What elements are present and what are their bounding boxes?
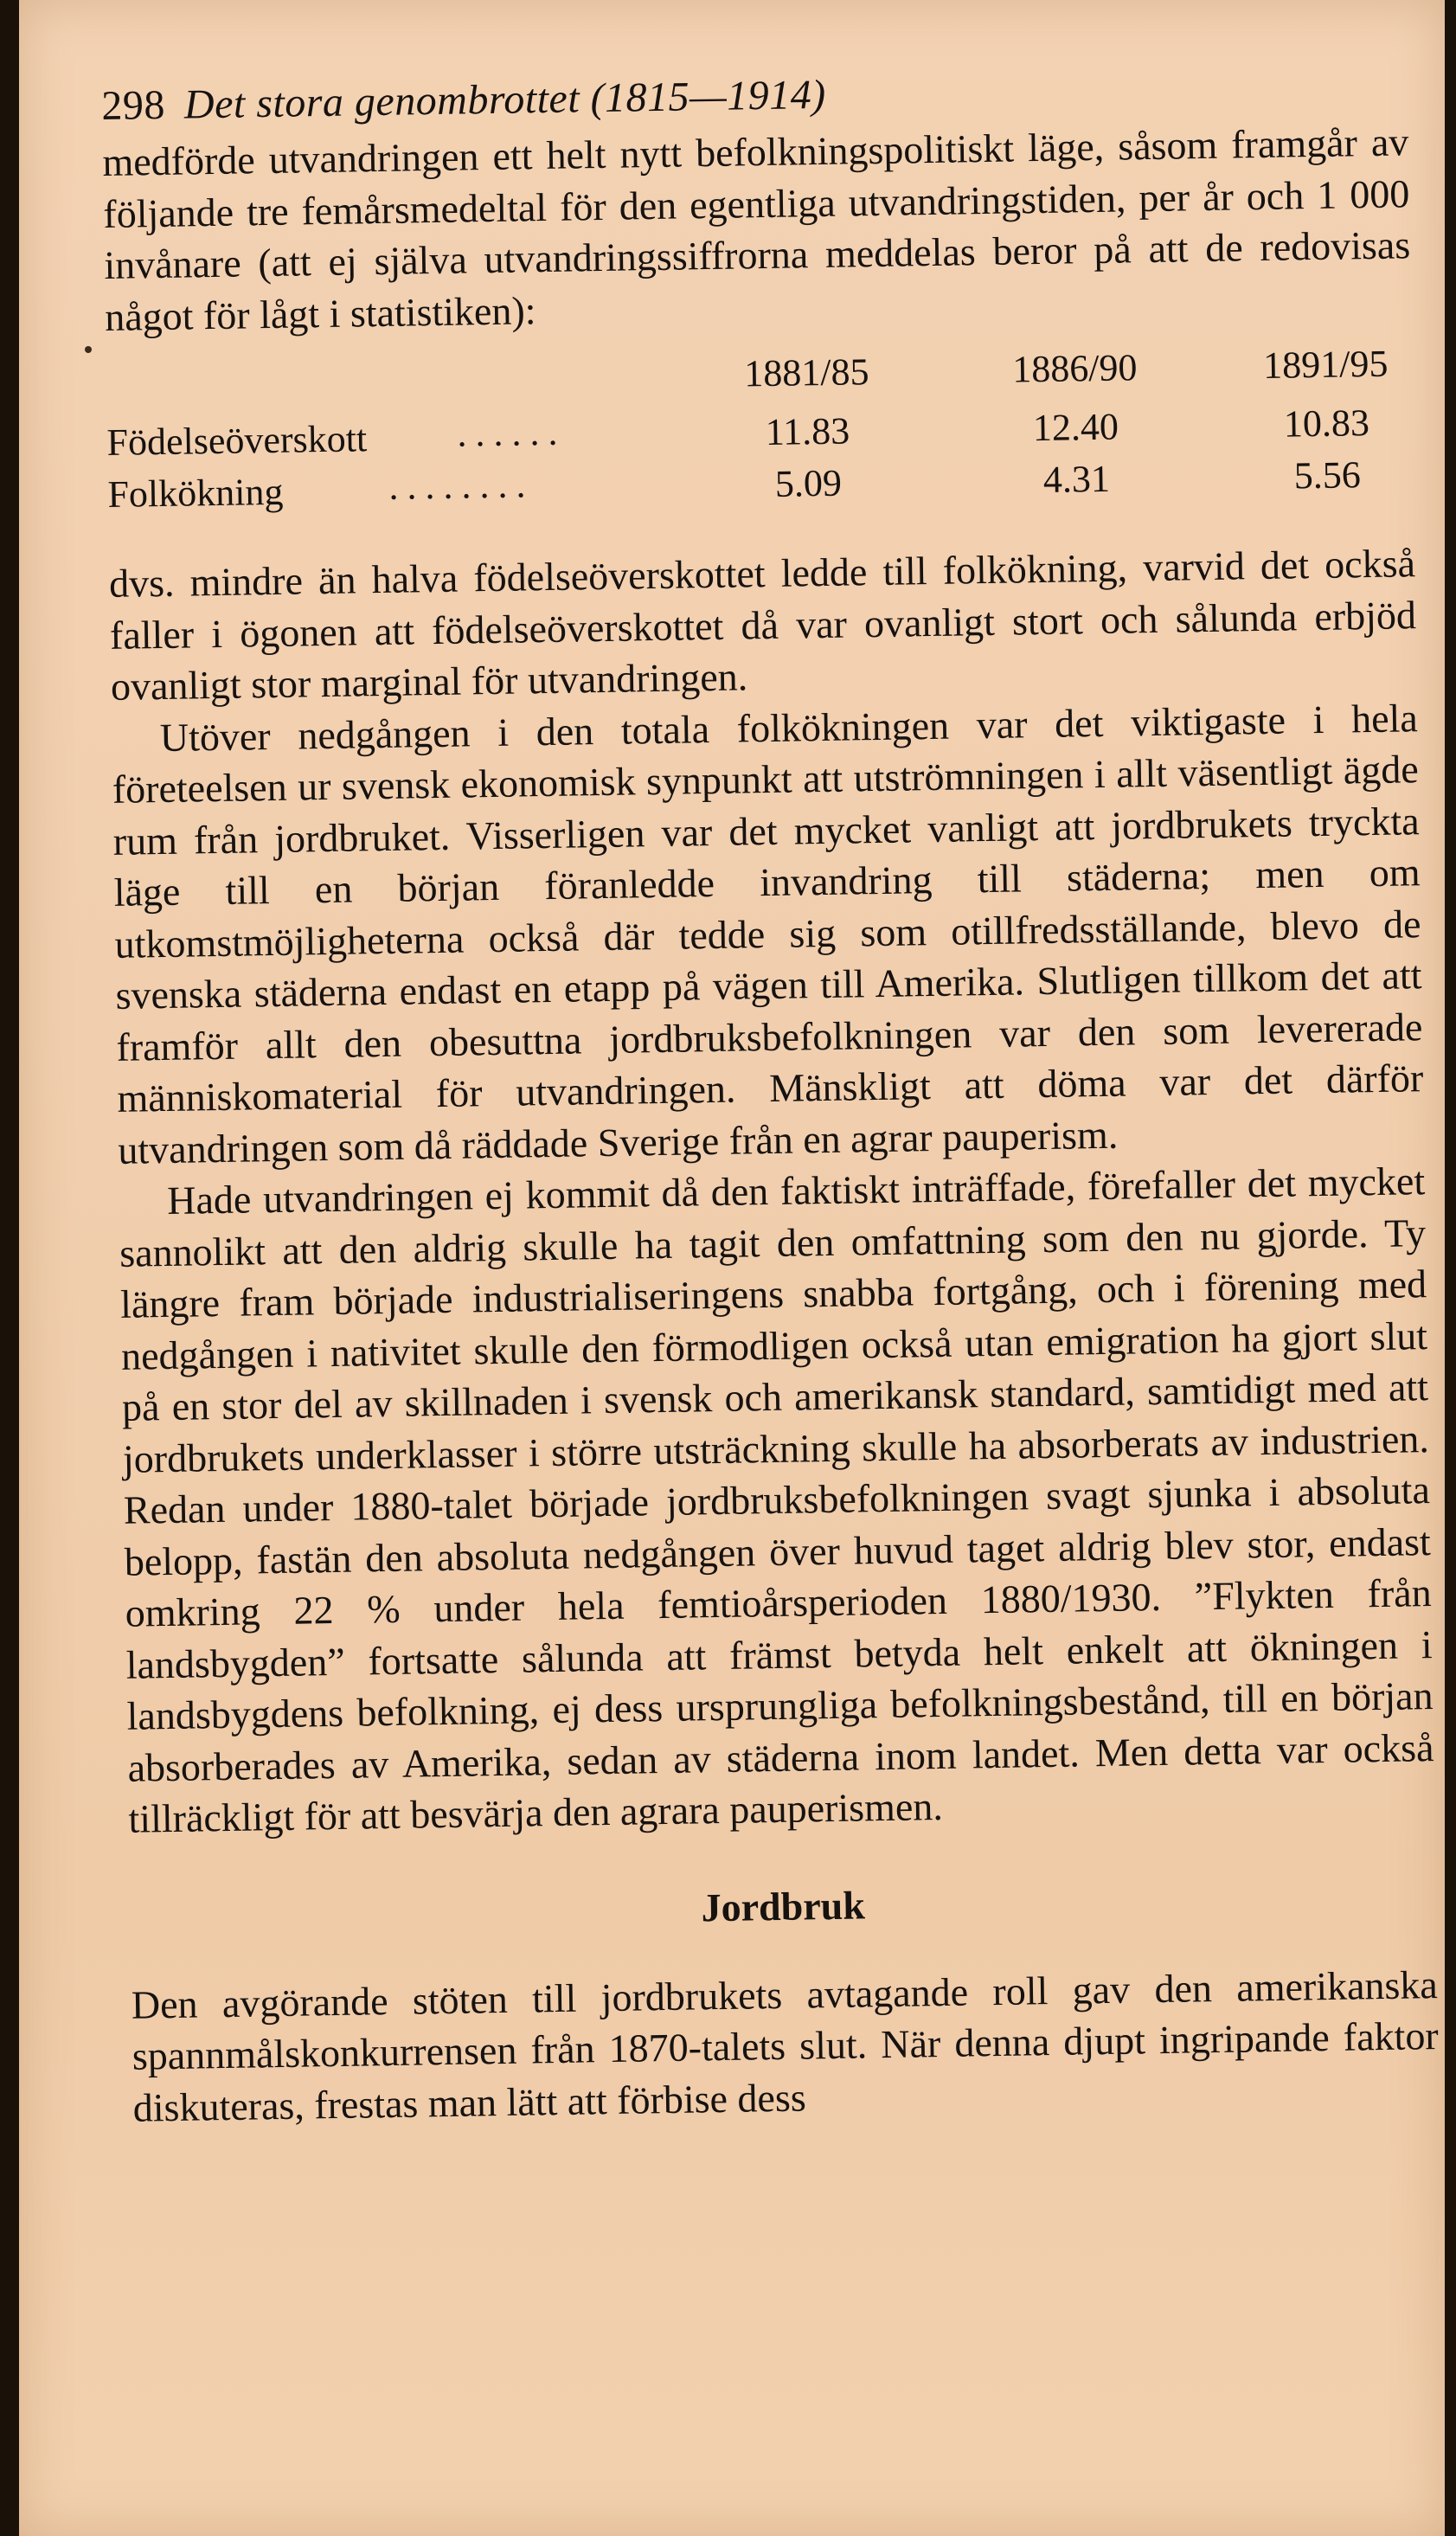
table-cell: 5.09	[774, 461, 843, 505]
column-header-1891-95: 1891/95	[1262, 342, 1389, 387]
table-cell: 10.83	[1283, 401, 1370, 446]
paragraph-3: Utöver nedgången i den totala folkökningen var det viktigaste i hela företeelsen ur svensk ekonomisk synpunkt att utströmningen i allt väsentligt ägde rum från jordbruket. Visserligen var det mycket vanligt att jordbrukets tryckta läge till en början föranledde invandring till städerna; men om utkomstmöjligheterna också där tedde sig som otillfredsställande, blevo de svenska städerna endast en etapp på vägen till Amerika. Slutligen tillkom det att framför allt den obesuttna jordbruksbefolkningen var den som levererade människomaterial för utvandringen. Mänskligt att döma var det därför utvandringen som då räddade Sverige från en agrar pauperism.	[112, 695, 1424, 1172]
page-content	[101, 61, 1440, 2133]
column-header-1881-85: 1881/85	[743, 350, 869, 395]
paragraph-4: Hade utvandringen ej kommit då den faktiskt inträffade, förefaller det mycket sannolikt att den aldrig skulle ha tagit den omfattning som den nu gjorde. Ty längre fram började industrialiseringens snabba fortgång, och i förening med nedgången i nativitet skulle den förmodligen också utan emigration ha gjort slut på en stor del av skillnaden i svensk och amerikansk standard, samtidigt med att jordbrukets underklasser i större utsträckning skulle ha absorberats av industrien. Redan under 1880-talet började jordbruksbefolkningen svagt sjunka i absoluta belopp, fastän den absoluta nedgången över huvud taget aldrig blev stor, endast omkring 22 % under hela femtioårsperioden 1880/1930. ”Flykten från landsbygden” fortsatte sålunda att främst betyda helt enkelt att ökningen i landsbygdens befolkning, ej dess ursprungliga befolkningsbestånd, till en början absorberades av Amerika, sedan av städerna inom landet. Men detta var också tillräckligt för att besvärja den agrara pauperismen.	[119, 1159, 1434, 1841]
table-cell: 12.40	[1032, 405, 1119, 450]
table-cell: 4.31	[1042, 457, 1111, 501]
book-page	[19, 0, 1445, 2536]
dot-leader: ......	[457, 410, 567, 455]
row-label-fodelseoverskott: Födelseöverskott	[106, 417, 368, 464]
page-number: 298	[101, 81, 166, 129]
column-header-1886-90: 1886/90	[1011, 346, 1138, 391]
paragraph-1: medförde utvandringen ett helt nytt befolkningspolitiskt läge, såsom framgår av följande tre femårsmedeltal för den egentliga utvandringstiden, per år och 1 000 invånare (att ej själva utvandringssiffrorna meddelas beror på att de redovisas något för lågt i statistiken):	[102, 119, 1411, 339]
paragraph-2: dvs. mindre än halva födelseöverskottet ledde till folkökning, varvid det också faller i ögonen att födelseöverskottet då var ovanligt stort och sålunda erbjöd ovanligt stor marginal för utvandringen.	[108, 541, 1417, 709]
row-label-folkokning: Folkökning	[107, 470, 284, 516]
table-cell: 5.56	[1293, 453, 1362, 498]
ink-spot	[85, 346, 92, 353]
paragraph-5: Den avgörande stöten till jordbrukets avtagande roll gav den amerikanska spannmålskonkurrensen från 1870-talets slut. När denna djupt ingripande faktor diskuteras, frestas man lätt att förbise dess	[131, 1961, 1440, 2130]
table-cell: 11.83	[765, 409, 850, 453]
stats-table	[106, 341, 1414, 530]
section-heading: Jordbruk	[701, 1882, 866, 1929]
chapter-title: Det stora genombrottet (1815—1914)	[183, 71, 827, 128]
dot-leader: ........	[388, 463, 535, 508]
